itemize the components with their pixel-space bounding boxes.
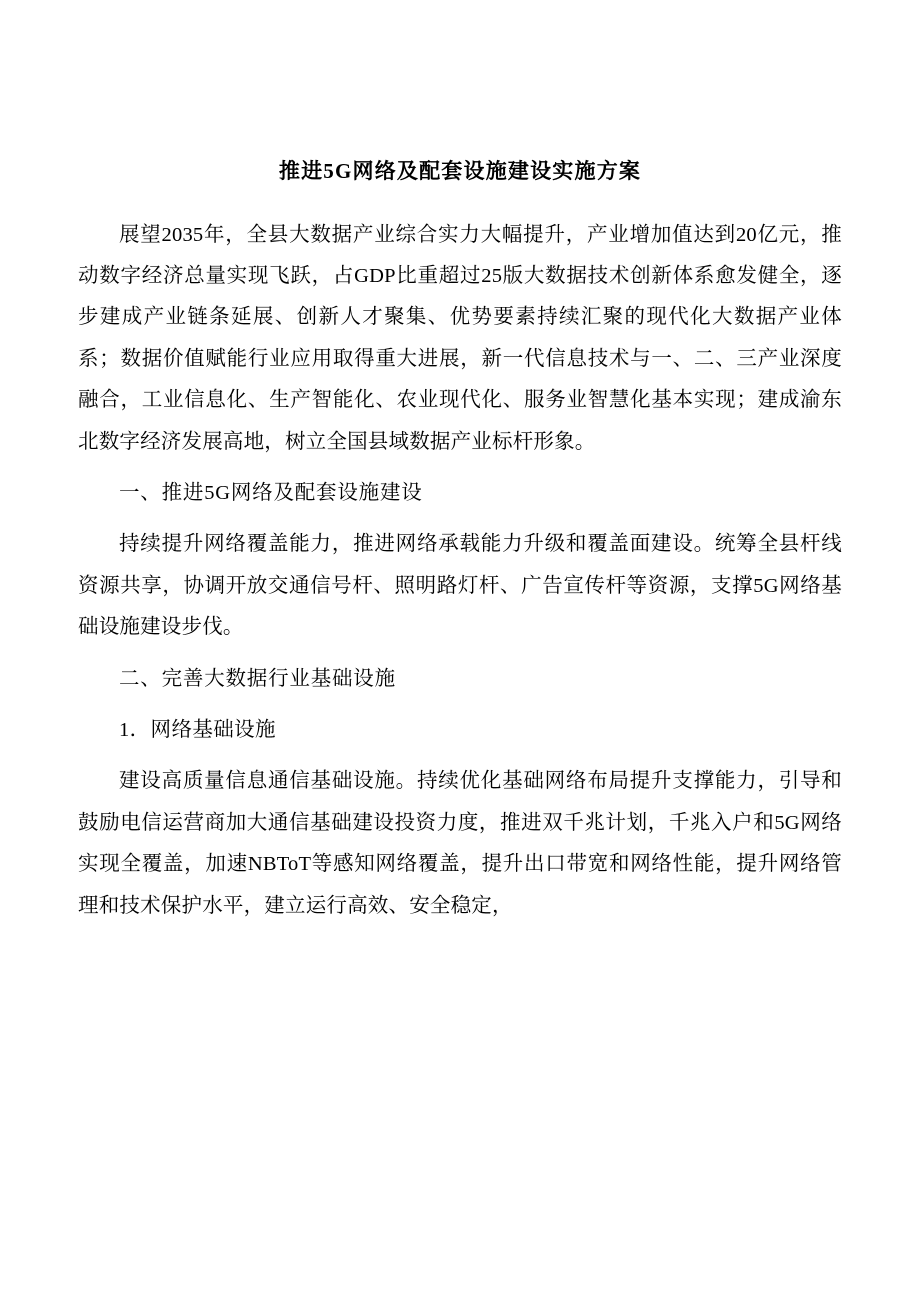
section-heading-one: 一、推进5G网络及配套设施建设 [119,482,423,505]
page-title: 推进5G网络及配套设施建设实施方案 [278,159,642,183]
section-heading-two: 二、完善大数据行业基础设施 [119,667,396,690]
paragraph-information-infrastructure: 建设高质量信息通信基础设施。持续优化基础网络布局提升支撑能力，引导和鼓励电信运营商加大通信基础建设投资力度，推进双千兆计划，千兆入户和5G网络实现全覆盖，加速NBToT等感知网络覆盖，提升出口带宽和网络性能，提升网络管理和技术保护水平，建立运行高效、安全稳定， [78,770,842,917]
subsection-heading-network-infrastructure: 1．网络基础设施 [119,719,276,742]
paragraph-network-coverage: 持续提升网络覆盖能力，推进网络承载能力升级和覆盖面建设。统筹全县杆线资源共享，协调开放交通信号杆、照明路灯杆、广告宣传杆等资源，支撑5G网络基础设施建设步伐。 [78,533,842,639]
paragraph-vision-2035: 展望2035年，全县大数据产业综合实力大幅提升，产业增加值达到20亿元，推动数字经济总量实现飞跃，占GDP比重超过25版大数据技术创新体系愈发健全，逐步建成产业链条延展、创新人才聚集、优势要素持续汇聚的现代化大数据产业体系；数据价值赋能行业应用取得重大进展，新一代信息技术与一、二、三产业深度融合，工业信息化、生产智能化、农业现代化、服务业智慧化基本实现；建成渝东北数字经济发展高地，树立全国县域数据产业标杆形象。 [78,223,842,453]
